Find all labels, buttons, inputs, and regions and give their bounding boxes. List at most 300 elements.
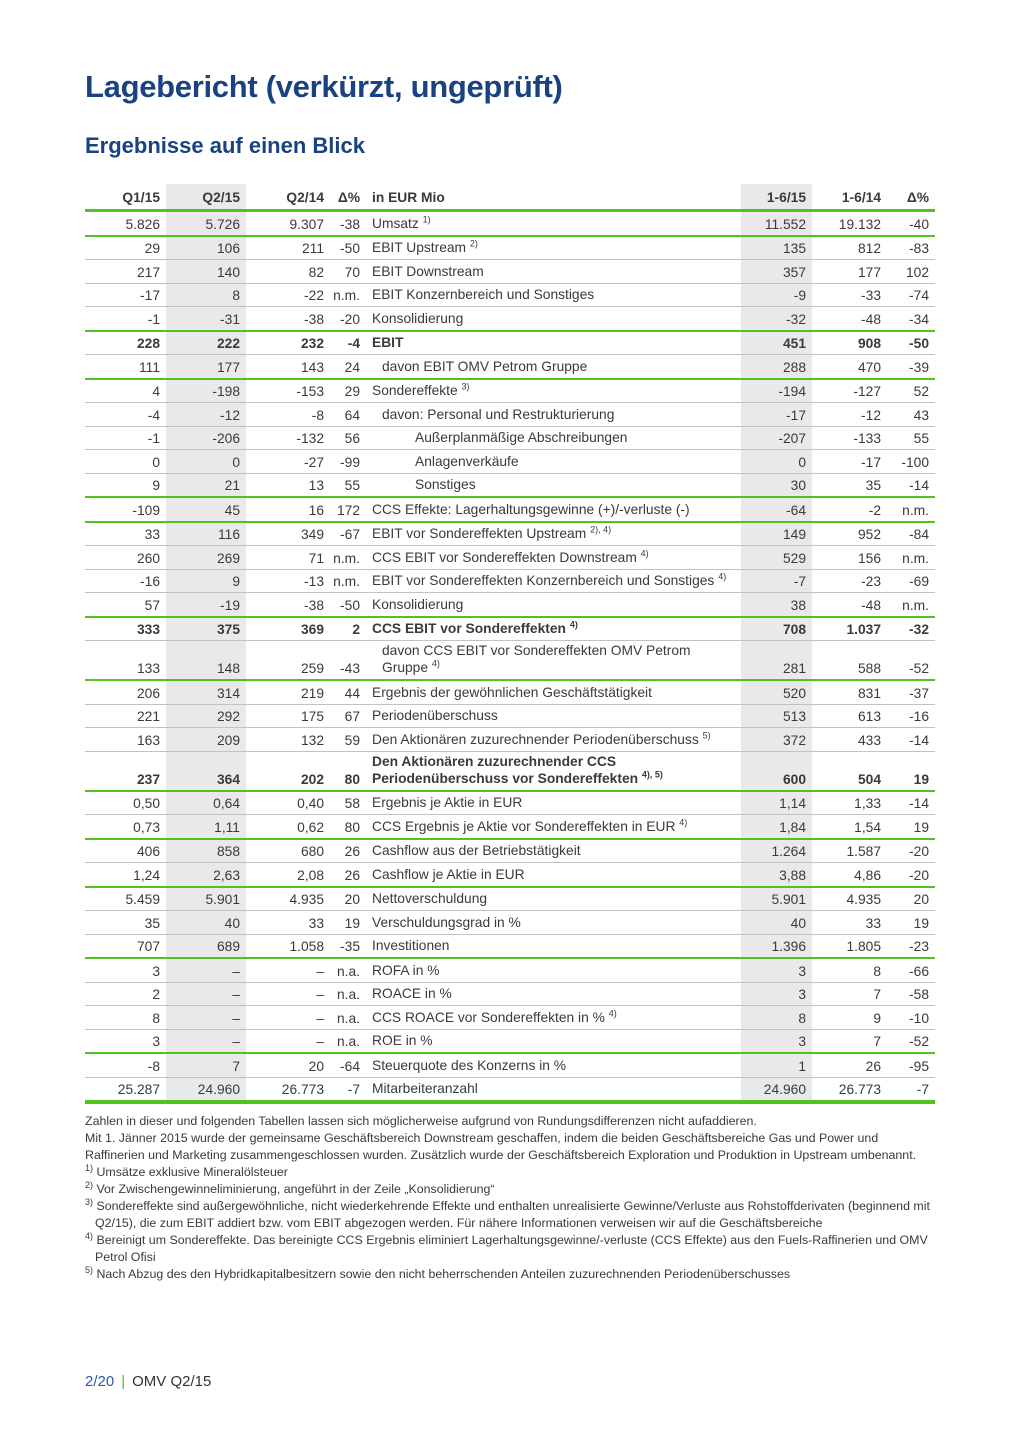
value-cell: 80 <box>344 819 360 835</box>
table-row <box>85 331 935 355</box>
value-cell: 13 <box>308 478 324 493</box>
value-cell: -50 <box>909 336 929 351</box>
row-label: Steuerquote des Konzerns in % <box>372 1057 567 1073</box>
value-cell: 19.132 <box>838 216 881 232</box>
table-row <box>85 839 935 863</box>
row-label: davon EBIT OMV Petrom Gruppe <box>382 358 588 374</box>
value-cell: -31 <box>166 307 246 331</box>
value-cell: 71 <box>308 550 324 566</box>
footnote-marker: 3) <box>85 1196 94 1207</box>
value-cell: -69 <box>909 574 929 589</box>
value-cell: -20 <box>909 867 929 883</box>
value-cell: 24 <box>344 359 360 375</box>
value-cell: -64 <box>340 1058 360 1074</box>
results-table <box>85 184 935 1104</box>
row-label: Ergebnis der gewöhnlichen Geschäftstätigkeit <box>372 684 652 700</box>
row-label: EBIT <box>372 335 404 350</box>
value-cell: 211 <box>302 241 324 256</box>
table-row <box>85 522 935 546</box>
value-cell: 9 <box>873 1010 881 1026</box>
column-header: Δ% <box>906 190 929 205</box>
value-cell: 222 <box>166 331 246 355</box>
value-cell: 40 <box>166 911 246 935</box>
table-row <box>85 497 935 522</box>
value-cell: 55 <box>913 431 929 446</box>
value-cell: 689 <box>166 934 246 958</box>
value-cell: – <box>316 1010 324 1026</box>
table-row <box>85 1006 935 1030</box>
value-cell: -38 <box>340 216 360 232</box>
value-cell: 52 <box>913 384 929 399</box>
value-cell: -83 <box>909 241 929 256</box>
table-body <box>85 211 935 1103</box>
row-label: EBIT Konzernbereich und Sonstiges <box>372 287 595 302</box>
row-label: Periodenüberschuss <box>372 708 498 723</box>
value-cell: 1.396 <box>741 934 812 958</box>
value-cell: 470 <box>857 359 881 375</box>
value-cell: 0,50 <box>133 796 160 811</box>
value-cell: -8 <box>147 1058 160 1074</box>
value-cell: -4 <box>147 407 160 423</box>
value-cell: 45 <box>166 497 246 522</box>
value-cell: 38 <box>741 593 812 617</box>
value-cell: 707 <box>136 939 160 954</box>
value-cell: 80 <box>344 771 360 787</box>
value-cell: -52 <box>909 1034 929 1049</box>
value-cell: -10 <box>909 1010 929 1026</box>
value-cell: 1.587 <box>846 844 881 859</box>
value-cell: 1.805 <box>846 939 881 954</box>
table-row <box>85 236 935 260</box>
value-cell: – <box>166 1029 246 1053</box>
value-cell: 357 <box>741 260 812 284</box>
value-cell: -12 <box>861 407 881 423</box>
value-cell: – <box>316 1034 324 1049</box>
value-cell: -16 <box>909 709 929 724</box>
value-cell: 451 <box>741 331 812 355</box>
value-cell: -13 <box>304 574 324 589</box>
value-cell: – <box>316 987 324 1002</box>
column-header: in EUR Mio <box>372 190 445 205</box>
value-cell: n.m. <box>333 550 360 566</box>
value-cell: -50 <box>340 241 360 256</box>
value-cell: 33 <box>865 915 881 931</box>
value-cell: -32 <box>909 622 929 637</box>
footnote-intro: Zahlen in dieser und folgenden Tabellen lassen sich möglicherweise aufgrund von Rundungsdifferenzen nicht aufaddieren. <box>85 1114 757 1128</box>
value-cell: -14 <box>909 732 929 748</box>
value-cell: -133 <box>853 431 881 446</box>
value-cell: -84 <box>909 527 929 542</box>
value-cell: -7 <box>347 1082 360 1097</box>
value-cell: -2 <box>868 502 881 518</box>
value-cell: -27 <box>304 454 324 470</box>
value-cell: 177 <box>166 355 246 379</box>
table-row <box>85 958 935 982</box>
value-cell: 29 <box>144 241 160 256</box>
value-cell: n.m. <box>902 597 929 613</box>
value-cell: -132 <box>296 431 324 446</box>
value-cell: 0 <box>152 454 160 470</box>
row-label: CCS EBIT vor Sondereffekten $^{4)}$ <box>372 619 578 636</box>
value-cell: 33 <box>144 527 160 542</box>
value-cell: 30 <box>741 473 812 497</box>
table-row <box>85 704 935 728</box>
section-title: Ergebnisse auf einen Blick <box>85 133 365 158</box>
row-label: EBIT vor Sondereffekten Konzernbereich und Sonstiges $^{4)}$ <box>372 571 727 588</box>
footnote-item: $^{1)}$ Umsätze exklusive Mineralölsteuer <box>85 1162 288 1179</box>
page-footer <box>85 1372 211 1392</box>
row-label: CCS Ergebnis je Aktie vor Sondereffekten in EUR $^{4)}$ <box>372 816 688 834</box>
value-cell: 102 <box>905 264 929 280</box>
value-cell: -19 <box>166 593 246 617</box>
value-cell: 132 <box>300 732 324 748</box>
value-cell: 33 <box>308 915 324 931</box>
table-row <box>85 546 935 570</box>
value-cell: 0,62 <box>297 819 324 835</box>
value-cell: 812 <box>857 241 881 256</box>
value-cell: n.m. <box>902 502 929 518</box>
row-label: davon CCS EBIT vor Sondereffekten OMV Petrom Gruppe $^{4)}$ <box>382 643 691 675</box>
footnote-reference: 4) <box>569 619 578 630</box>
value-cell: 259 <box>300 661 324 676</box>
value-cell: 26.773 <box>838 1082 881 1097</box>
footnote-item: $^{5)}$ Nach Abzug des den Hybridkapitalbesitzern sowie den nicht beherrschenden Anteilen zuzurechnenden Periodenüberschusses <box>85 1264 791 1281</box>
row-label: Umsatz $^{1)}$ <box>372 213 431 231</box>
value-cell: -7 <box>916 1082 929 1097</box>
value-cell: -1 <box>147 431 160 446</box>
value-cell: 8 <box>166 283 246 307</box>
column-header: Q2/15 <box>166 184 246 211</box>
value-cell: 133 <box>136 661 160 676</box>
value-cell: 209 <box>166 728 246 752</box>
value-cell: 221 <box>136 709 160 724</box>
table-row <box>85 1077 935 1102</box>
value-cell: 349 <box>300 527 324 542</box>
footnote-marker: 4) <box>85 1230 94 1241</box>
table-row <box>85 641 935 681</box>
value-cell: 19 <box>913 771 929 787</box>
table-row <box>85 911 935 935</box>
table-row <box>85 403 935 427</box>
table-row <box>85 307 935 331</box>
table-row <box>85 887 935 911</box>
table-row <box>85 982 935 1006</box>
value-cell: 143 <box>300 359 324 375</box>
value-cell: 288 <box>741 355 812 379</box>
value-cell: -38 <box>304 311 324 327</box>
value-cell: -67 <box>340 527 360 542</box>
value-cell: 0,64 <box>166 791 246 815</box>
value-cell: 1,54 <box>854 819 881 835</box>
row-label: Cashflow je Aktie in EUR <box>372 866 525 882</box>
value-cell: -109 <box>132 502 160 518</box>
value-cell: 156 <box>857 550 881 566</box>
footnote-reference: 2) <box>469 238 478 249</box>
row-label: Nettoverschuldung <box>372 891 488 906</box>
value-cell: 20 <box>308 1058 324 1074</box>
value-cell: 5.826 <box>125 216 160 232</box>
page-title: Lagebericht (verkürzt, ungeprüft) <box>85 69 563 104</box>
value-cell: -43 <box>340 661 360 676</box>
value-cell: 232 <box>300 336 324 351</box>
value-cell: 3 <box>152 963 160 979</box>
value-cell: 3,88 <box>741 863 812 887</box>
value-cell: 4.935 <box>846 892 881 907</box>
value-cell: 1.037 <box>846 622 881 637</box>
value-cell: 504 <box>857 771 881 787</box>
value-cell: 40 <box>741 911 812 935</box>
row-label: CCS ROACE vor Sondereffekten in % $^{4)}$ <box>372 1007 617 1025</box>
value-cell: 1,11 <box>166 815 246 839</box>
value-cell: -8 <box>311 407 324 423</box>
footnote-reference: 4) <box>431 658 440 669</box>
table-row <box>85 751 935 791</box>
footnotes <box>85 1113 935 1283</box>
table-row <box>85 815 935 839</box>
value-cell: 908 <box>857 336 881 351</box>
value-cell: 369 <box>300 622 324 637</box>
value-cell: -50 <box>340 597 360 613</box>
footnote-reference: 4) <box>679 816 688 827</box>
value-cell: 613 <box>857 709 881 724</box>
row-label: Anlagenverkäufe <box>415 453 519 469</box>
value-cell: -1 <box>147 311 160 327</box>
value-cell: -40 <box>909 216 929 232</box>
value-cell: – <box>166 958 246 982</box>
column-header: 1-6/14 <box>841 190 881 205</box>
table-row <box>85 211 935 236</box>
value-cell: – <box>316 963 324 979</box>
value-cell: 26 <box>865 1058 881 1074</box>
value-cell: 148 <box>166 641 246 681</box>
value-cell: 24.960 <box>166 1077 246 1102</box>
value-cell: 43 <box>913 407 929 423</box>
row-label: Cashflow aus der Betriebstätigkeit <box>372 843 581 858</box>
footnote-intro: Mit 1. Jänner 2015 wurde der gemeinsame Geschäftsbereich Downstream geschaffen, indem die beiden Geschäftsbereiche Gas und Power und Raffinerien und Marketing zusammengeschlossen wurden. Zusätzlich wurde der Geschäftsbereich Exploration und Produktion in Upstream umbenannt. <box>85 1131 917 1162</box>
value-cell: 217 <box>136 264 160 280</box>
value-cell: 1 <box>741 1053 812 1077</box>
value-cell: -14 <box>909 478 929 493</box>
row-label: Ergebnis je Aktie in EUR <box>372 795 523 810</box>
column-header: Q2/14 <box>286 190 324 205</box>
value-cell: -4 <box>347 336 360 351</box>
value-cell: 228 <box>136 336 160 351</box>
value-cell: 11.552 <box>741 211 812 236</box>
value-cell: n.a. <box>336 987 360 1002</box>
value-cell: 5.901 <box>166 887 246 911</box>
footnote-marker: 5) <box>85 1264 94 1275</box>
value-cell: 3 <box>152 1034 160 1049</box>
page-number: 2/20 <box>85 1373 115 1390</box>
value-cell: 2 <box>352 622 360 637</box>
table-row <box>85 283 935 307</box>
row-label: Konsolidierung <box>372 310 464 326</box>
row-label: ROE in % <box>372 1033 433 1048</box>
value-cell: -33 <box>861 288 881 303</box>
value-cell: 20 <box>344 892 360 907</box>
value-cell: 163 <box>136 732 160 748</box>
table-row <box>85 355 935 379</box>
row-label: Sondereffekte $^{3)}$ <box>372 381 470 398</box>
footer-separator: | <box>121 1373 126 1390</box>
value-cell: 202 <box>300 771 324 787</box>
value-cell: 2,63 <box>166 863 246 887</box>
value-cell: -127 <box>853 384 881 399</box>
value-cell: n.a. <box>336 963 360 979</box>
footnote-reference: 3) <box>461 381 470 392</box>
value-cell: 1,84 <box>741 815 812 839</box>
value-cell: -17 <box>741 403 812 427</box>
value-cell: 149 <box>741 522 812 546</box>
value-cell: 8 <box>873 963 881 979</box>
value-cell: 116 <box>166 522 246 546</box>
table-row <box>85 473 935 497</box>
value-cell: -38 <box>304 597 324 613</box>
value-cell: 3 <box>741 958 812 982</box>
value-cell: -48 <box>861 311 881 327</box>
column-header: Δ% <box>337 190 360 205</box>
value-cell: -7 <box>741 569 812 593</box>
table-row <box>85 569 935 593</box>
value-cell: -66 <box>909 963 929 979</box>
value-cell: n.a. <box>336 1034 360 1049</box>
row-label: Investitionen <box>372 938 450 953</box>
table-row <box>85 934 935 958</box>
footnote-reference: 4), 5) <box>641 768 663 779</box>
value-cell: 0 <box>741 450 812 474</box>
value-cell: 1,24 <box>133 867 160 883</box>
value-cell: n.m. <box>333 288 360 303</box>
value-cell: 172 <box>336 502 360 518</box>
table-row <box>85 728 935 752</box>
value-cell: 19 <box>913 819 929 835</box>
value-cell: -16 <box>140 574 160 589</box>
value-cell: -17 <box>140 288 160 303</box>
row-label: EBIT vor Sondereffekten Upstream $^{2), 4)}$ <box>372 524 612 541</box>
value-cell: 135 <box>741 236 812 260</box>
value-cell: – <box>166 1006 246 1030</box>
value-cell: 529 <box>741 546 812 570</box>
row-label: davon: Personal und Restrukturierung <box>382 406 615 422</box>
value-cell: -17 <box>861 454 881 470</box>
value-cell: -23 <box>909 939 929 954</box>
value-cell: 260 <box>136 550 160 566</box>
value-cell: -22 <box>304 288 324 303</box>
value-cell: 219 <box>300 685 324 701</box>
row-label: Den Aktionären zuzurechnender Periodenüberschuss $^{5)}$ <box>372 729 711 747</box>
table-row <box>85 1053 935 1077</box>
value-cell: -20 <box>340 311 360 327</box>
value-cell: 314 <box>166 680 246 704</box>
table-row <box>85 863 935 887</box>
value-cell: 3 <box>741 982 812 1006</box>
table-row <box>85 379 935 403</box>
value-cell: 3 <box>741 1029 812 1053</box>
value-cell: n.m. <box>902 550 929 566</box>
row-label: CCS Effekte: Lagerhaltungsgewinne (+)/-verluste (-) <box>372 501 690 517</box>
table-row <box>85 593 935 617</box>
document-label: OMV Q2/15 <box>132 1373 212 1390</box>
footnote-reference: 1) <box>422 213 431 224</box>
value-cell: 952 <box>857 527 881 542</box>
value-cell: 26.773 <box>281 1082 324 1097</box>
value-cell: 4.935 <box>289 892 324 907</box>
value-cell: 600 <box>741 751 812 791</box>
value-cell: – <box>166 982 246 1006</box>
value-cell: -198 <box>166 379 246 403</box>
value-cell: 364 <box>166 751 246 791</box>
value-cell: 0 <box>166 450 246 474</box>
value-cell: 588 <box>857 661 881 676</box>
footnote-item: $^{4)}$ Bereinigt um Sondereffekte. Das bereinigte CCS Ergebnis eliminiert Lagerhaltungsgewinne/-verluste (CCS Effekte) aus den Fuels-Raffinerien und OMV Petrol Ofisi <box>85 1230 928 1264</box>
value-cell: 57 <box>144 597 160 613</box>
value-cell: 67 <box>344 709 360 724</box>
value-cell: 21 <box>166 473 246 497</box>
value-cell: 175 <box>300 709 324 724</box>
value-cell: 7 <box>166 1053 246 1077</box>
value-cell: 292 <box>166 704 246 728</box>
value-cell: -39 <box>909 359 929 375</box>
value-cell: 111 <box>139 359 160 375</box>
value-cell: -207 <box>741 426 812 450</box>
value-cell: 70 <box>344 264 360 280</box>
row-label: Den Aktionären zuzurechnender CCS Periodenüberschuss vor Sondereffekten $^{4), 5)}$ <box>372 753 663 786</box>
value-cell: -32 <box>741 307 812 331</box>
value-cell: 333 <box>136 622 160 637</box>
value-cell: -14 <box>909 796 929 811</box>
value-cell: 0,73 <box>133 819 160 835</box>
value-cell: 19 <box>344 915 360 931</box>
footnote-item: $^{3)}$ Sondereffekte sind außergewöhnliche, nicht wiederkehrende Effekte und enthalten unrealisierte Gewinne/Verluste aus Rohstoffderivaten (beginnend mit Q2/15), die zum EBIT addiert bzw. vom EBIT abgezogen werden. Für nähere Informationen verweisen wir auf die Geschäftsbereiche <box>85 1196 930 1230</box>
footnote-reference: 4) <box>608 1007 617 1018</box>
value-cell: 29 <box>344 384 360 399</box>
value-cell: 25.287 <box>117 1082 160 1097</box>
value-cell: 177 <box>857 264 881 280</box>
value-cell: -34 <box>909 311 929 327</box>
row-label: CCS EBIT vor Sondereffekten Downstream $^{4)}$ <box>372 547 649 565</box>
value-cell: 858 <box>166 839 246 863</box>
value-cell: 20 <box>913 892 929 907</box>
row-label: Sonstiges <box>415 477 476 492</box>
table-header-row <box>85 184 935 211</box>
value-cell: -206 <box>166 426 246 450</box>
value-cell: 19 <box>913 915 929 931</box>
row-label: ROFA in % <box>372 962 440 978</box>
value-cell: -99 <box>340 454 360 470</box>
table-row <box>85 426 935 450</box>
table-row <box>85 791 935 815</box>
value-cell: 5.901 <box>741 887 812 911</box>
value-cell: -64 <box>741 497 812 522</box>
value-cell: -37 <box>909 685 929 701</box>
value-cell: -153 <box>296 384 324 399</box>
value-cell: 513 <box>741 704 812 728</box>
value-cell: -194 <box>741 379 812 403</box>
value-cell: 5.459 <box>125 892 160 907</box>
row-label: EBIT Upstream $^{2)}$ <box>372 238 478 255</box>
value-cell: 26 <box>344 844 360 859</box>
value-cell: 5.726 <box>166 211 246 236</box>
value-cell: 1,33 <box>854 796 881 811</box>
value-cell: -9 <box>741 283 812 307</box>
value-cell: 56 <box>344 431 360 446</box>
value-cell: 520 <box>741 680 812 704</box>
value-cell: -58 <box>909 987 929 1002</box>
value-cell: -52 <box>909 661 929 676</box>
value-cell: 24.960 <box>741 1077 812 1102</box>
value-cell: 55 <box>344 478 360 493</box>
value-cell: 0,40 <box>297 796 324 811</box>
